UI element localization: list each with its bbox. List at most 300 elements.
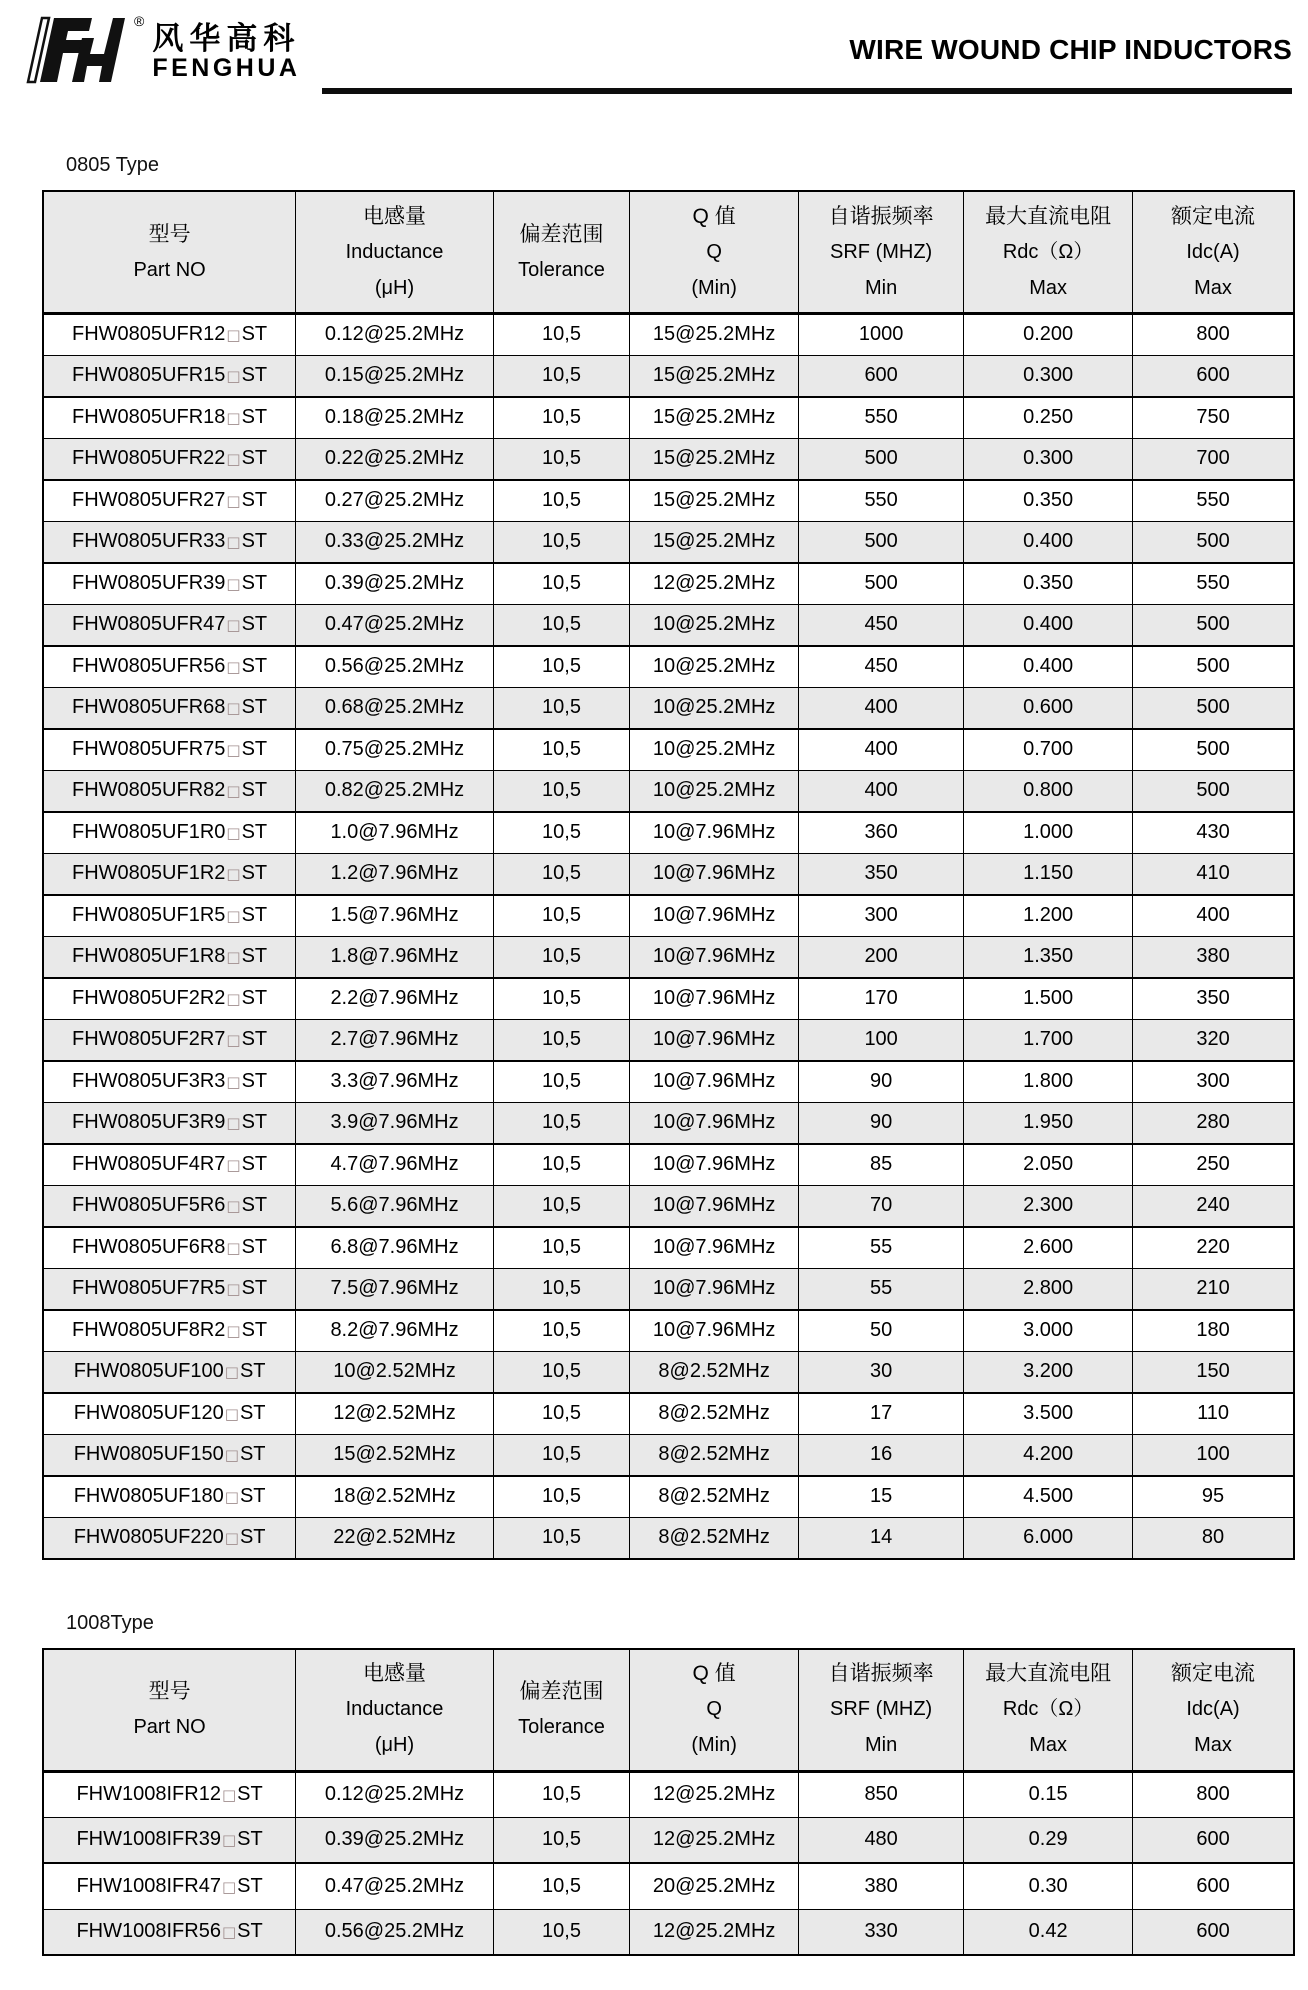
cell-q: 8@2.52MHz	[630, 1517, 799, 1559]
cell-q: 12@25.2MHz	[630, 1909, 799, 1955]
cell-inductance: 7.5@7.96MHz	[296, 1268, 494, 1310]
cell-part-no: FHW0805UF2R7□ST	[43, 1019, 296, 1061]
section-label: 0805 Type	[66, 154, 160, 176]
table-row	[43, 1517, 1294, 1559]
col-header-tolerance-zh: 偏差范围	[519, 222, 604, 246]
cell-rdc: 0.600	[964, 687, 1133, 729]
cell-rdc: 2.800	[964, 1268, 1133, 1310]
cell-idc: 250	[1133, 1144, 1294, 1186]
cell-inductance: 1.8@7.96MHz	[296, 936, 494, 978]
cell-tolerance: 10,5	[493, 936, 629, 978]
cell-inductance: 12@2.52MHz	[296, 1393, 494, 1435]
cell-srf: 400	[799, 770, 964, 812]
placeholder-square: □	[221, 1877, 237, 1896]
cell-srf: 550	[799, 397, 964, 439]
cell-tolerance: 10,5	[493, 1393, 629, 1435]
col-header-srf	[799, 191, 964, 314]
placeholder-square: □	[224, 1446, 239, 1464]
placeholder-square: □	[226, 782, 241, 800]
cell-inductance: 1.5@7.96MHz	[296, 895, 494, 937]
cell-part-no: FHW0805UF1R8□ST	[43, 936, 296, 978]
cell-part-no: FHW0805UFR18□ST	[43, 397, 296, 439]
col-header-idc-sub: Max	[1194, 276, 1232, 299]
table-row	[43, 1351, 1294, 1393]
cell-part-no: FHW0805UF1R0□ST	[43, 812, 296, 854]
cell-idc: 600	[1133, 355, 1294, 397]
cell-tolerance: 10,5	[493, 1517, 629, 1559]
cell-idc: 700	[1133, 438, 1294, 480]
cell-idc: 350	[1133, 978, 1294, 1020]
cell-tolerance: 10,5	[493, 1268, 629, 1310]
cell-rdc: 0.400	[964, 604, 1133, 646]
col-header-rdc-sub: Max	[1029, 276, 1068, 299]
cell-inductance: 0.47@25.2MHz	[296, 1863, 494, 1909]
type-section	[42, 1612, 1295, 1957]
cell-tolerance: 10,5	[493, 1227, 629, 1269]
cell-rdc: 4.200	[964, 1434, 1133, 1476]
cell-tolerance: 10,5	[493, 853, 629, 895]
cell-q: 10@7.96MHz	[630, 1019, 799, 1061]
cell-tolerance: 10,5	[493, 1061, 629, 1103]
cell-tolerance: 10,5	[493, 770, 629, 812]
cell-rdc: 0.30	[964, 1863, 1133, 1909]
placeholder-square: □	[226, 326, 241, 345]
table-row	[43, 355, 1294, 397]
cell-inductance: 8.2@7.96MHz	[296, 1310, 494, 1352]
cell-idc: 320	[1133, 1019, 1294, 1061]
cell-rdc: 1.800	[964, 1061, 1133, 1103]
col-header-inductance-zh: 电感量	[363, 204, 427, 228]
cell-idc: 500	[1133, 770, 1294, 812]
placeholder-square: □	[226, 450, 241, 468]
cell-inductance: 6.8@7.96MHz	[296, 1227, 494, 1269]
cell-inductance: 2.7@7.96MHz	[296, 1019, 494, 1061]
cell-q: 10@25.2MHz	[630, 729, 799, 771]
cell-q: 10@25.2MHz	[630, 646, 799, 688]
cell-rdc: 1.200	[964, 895, 1133, 937]
col-header-tolerance	[493, 1649, 629, 1772]
cell-tolerance: 10,5	[493, 397, 629, 439]
cell-q: 10@7.96MHz	[630, 1185, 799, 1227]
cell-inductance: 5.6@7.96MHz	[296, 1185, 494, 1227]
cell-idc: 410	[1133, 853, 1294, 895]
cell-tolerance: 10,5	[493, 1863, 629, 1909]
cell-idc: 430	[1133, 812, 1294, 854]
cell-srf: 400	[799, 687, 964, 729]
col-header-rdc-en: Rdc（Ω）	[1002, 1698, 1094, 1720]
cell-rdc: 0.400	[964, 521, 1133, 563]
cell-srf: 17	[799, 1393, 964, 1435]
fenghua-logo	[20, 12, 300, 86]
logo-english-name: FENGHUA	[152, 54, 301, 82]
logo-chinese-name: 风华高科	[152, 21, 301, 56]
cell-part-no: FHW0805UF1R5□ST	[43, 895, 296, 937]
cell-tolerance: 10,5	[493, 1185, 629, 1227]
cell-idc: 800	[1133, 1771, 1294, 1817]
cell-rdc: 0.300	[964, 355, 1133, 397]
placeholder-square: □	[226, 741, 241, 759]
cell-part-no: FHW0805UF1R2□ST	[43, 853, 296, 895]
cell-inductance: 0.68@25.2MHz	[296, 687, 494, 729]
cell-q: 15@25.2MHz	[630, 480, 799, 522]
table-row	[43, 729, 1294, 771]
cell-rdc: 0.700	[964, 729, 1133, 771]
cell-rdc: 0.400	[964, 646, 1133, 688]
cell-part-no: FHW0805UFR15□ST	[43, 355, 296, 397]
cell-idc: 80	[1133, 1517, 1294, 1559]
cell-rdc: 2.300	[964, 1185, 1133, 1227]
cell-tolerance: 10,5	[493, 1771, 629, 1817]
cell-rdc: 0.200	[964, 314, 1133, 356]
col-header-part-no-en: Part NO	[133, 1716, 206, 1738]
cell-idc: 500	[1133, 687, 1294, 729]
cell-part-no: FHW0805UFR22□ST	[43, 438, 296, 480]
col-header-rdc-en: Rdc（Ω）	[1002, 240, 1094, 263]
table-row	[43, 895, 1294, 937]
cell-srf: 70	[799, 1185, 964, 1227]
cell-srf: 500	[799, 521, 964, 563]
cell-q: 10@7.96MHz	[630, 1227, 799, 1269]
cell-tolerance: 10,5	[493, 646, 629, 688]
cell-part-no: FHW0805UFR12□ST	[43, 314, 296, 356]
cell-idc: 110	[1133, 1393, 1294, 1435]
cell-idc: 95	[1133, 1476, 1294, 1518]
cell-rdc: 4.500	[964, 1476, 1133, 1518]
cell-inductance: 0.22@25.2MHz	[296, 438, 494, 480]
placeholder-square: □	[226, 1197, 241, 1215]
header-rule	[322, 88, 1292, 94]
table-row	[43, 1771, 1294, 1817]
cell-rdc: 0.300	[964, 438, 1133, 480]
cell-idc: 500	[1133, 604, 1294, 646]
cell-srf: 90	[799, 1061, 964, 1103]
cell-srf: 90	[799, 1102, 964, 1144]
cell-q: 10@25.2MHz	[630, 687, 799, 729]
cell-q: 10@25.2MHz	[630, 770, 799, 812]
col-header-idc-en: Idc(A)	[1186, 1698, 1240, 1720]
fenghua-logo-icon	[20, 12, 132, 86]
cell-part-no: FHW0805UFR56□ST	[43, 646, 296, 688]
cell-q: 10@7.96MHz	[630, 1061, 799, 1103]
cell-srf: 600	[799, 355, 964, 397]
cell-q: 15@25.2MHz	[630, 438, 799, 480]
cell-idc: 500	[1133, 521, 1294, 563]
cell-srf: 16	[799, 1434, 964, 1476]
cell-rdc: 0.29	[964, 1817, 1133, 1863]
col-header-srf-sub: Min	[865, 1734, 898, 1756]
logo-text	[152, 12, 300, 82]
cell-srf: 450	[799, 646, 964, 688]
cell-idc: 500	[1133, 646, 1294, 688]
table-row	[43, 1817, 1294, 1863]
cell-inductance: 0.47@25.2MHz	[296, 604, 494, 646]
cell-part-no: FHW0805UF120□ST	[43, 1393, 296, 1435]
col-header-part-no-zh: 型号	[148, 1680, 191, 1703]
cell-rdc: 1.350	[964, 936, 1133, 978]
col-header-rdc-zh: 最大直流电阻	[985, 204, 1112, 228]
cell-rdc: 2.600	[964, 1227, 1133, 1269]
col-header-inductance-sub: (μH)	[374, 1734, 415, 1756]
cell-tolerance: 10,5	[493, 1144, 629, 1186]
table-row	[43, 1268, 1294, 1310]
table-row	[43, 646, 1294, 688]
cell-part-no: FHW1008IFR47□ST	[43, 1863, 296, 1909]
col-header-q-sub: (Min)	[691, 1734, 737, 1756]
registered-trademark-icon: ®	[134, 13, 145, 29]
col-header-q-en: Q	[706, 240, 722, 263]
cell-srf: 380	[799, 1863, 964, 1909]
table-row	[43, 1393, 1294, 1435]
cell-q: 10@7.96MHz	[630, 853, 799, 895]
cell-inductance: 0.12@25.2MHz	[296, 314, 494, 356]
col-header-q	[630, 1649, 799, 1772]
cell-part-no: FHW0805UF6R8□ST	[43, 1227, 296, 1269]
col-header-inductance	[296, 1649, 494, 1772]
cell-tolerance: 10,5	[493, 314, 629, 356]
cell-inductance: 0.75@25.2MHz	[296, 729, 494, 771]
table-row	[43, 1476, 1294, 1518]
cell-tolerance: 10,5	[493, 1817, 629, 1863]
cell-q: 10@7.96MHz	[630, 978, 799, 1020]
cell-q: 8@2.52MHz	[630, 1393, 799, 1435]
header-row	[43, 191, 1294, 314]
page-header	[0, 0, 1308, 102]
cell-q: 8@2.52MHz	[630, 1476, 799, 1518]
placeholder-square: □	[226, 367, 241, 385]
cell-q: 10@7.96MHz	[630, 1310, 799, 1352]
cell-tolerance: 10,5	[493, 1909, 629, 1955]
cell-tolerance: 10,5	[493, 1310, 629, 1352]
cell-part-no: FHW0805UF2R2□ST	[43, 978, 296, 1020]
cell-q: 8@2.52MHz	[630, 1434, 799, 1476]
cell-idc: 600	[1133, 1817, 1294, 1863]
cell-idc: 400	[1133, 895, 1294, 937]
cell-q: 10@7.96MHz	[630, 1144, 799, 1186]
cell-inductance: 1.2@7.96MHz	[296, 853, 494, 895]
cell-rdc: 0.350	[964, 563, 1133, 605]
col-header-idc	[1133, 1649, 1294, 1772]
cell-srf: 480	[799, 1817, 964, 1863]
cell-rdc: 1.000	[964, 812, 1133, 854]
col-header-idc-zh: 额定电流	[1171, 1662, 1256, 1685]
cell-q: 20@25.2MHz	[630, 1863, 799, 1909]
col-header-idc	[1133, 191, 1294, 314]
cell-srf: 55	[799, 1227, 964, 1269]
cell-tolerance: 10,5	[493, 895, 629, 937]
placeholder-square: □	[224, 1405, 239, 1423]
cell-rdc: 0.800	[964, 770, 1133, 812]
cell-q: 12@25.2MHz	[630, 1771, 799, 1817]
cell-srf: 14	[799, 1517, 964, 1559]
cell-tolerance: 10,5	[493, 521, 629, 563]
placeholder-square: □	[226, 616, 241, 634]
table-row	[43, 563, 1294, 605]
cell-tolerance: 10,5	[493, 480, 629, 522]
placeholder-square: □	[221, 1831, 237, 1850]
col-header-tolerance	[493, 191, 629, 314]
col-header-srf-zh: 自谐振频率	[828, 204, 934, 228]
cell-idc: 280	[1133, 1102, 1294, 1144]
placeholder-square: □	[226, 1280, 241, 1298]
col-header-q-en: Q	[706, 1698, 722, 1720]
page-title: WIRE WOUND CHIP INDUCTORS	[849, 34, 1292, 65]
cell-tolerance: 10,5	[493, 1019, 629, 1061]
cell-part-no: FHW0805UF8R2□ST	[43, 1310, 296, 1352]
cell-inductance: 0.82@25.2MHz	[296, 770, 494, 812]
col-header-q	[630, 191, 799, 314]
placeholder-square: □	[226, 575, 241, 593]
placeholder-square: □	[226, 865, 241, 883]
cell-q: 10@7.96MHz	[630, 1102, 799, 1144]
placeholder-square: □	[226, 1156, 241, 1174]
placeholder-square: □	[226, 533, 241, 551]
placeholder-square: □	[226, 409, 241, 427]
cell-inductance: 3.3@7.96MHz	[296, 1061, 494, 1103]
table-row	[43, 1061, 1294, 1103]
cell-srf: 50	[799, 1310, 964, 1352]
col-header-rdc-zh: 最大直流电阻	[985, 1662, 1112, 1685]
type-section	[42, 154, 1295, 1560]
cell-srf: 30	[799, 1351, 964, 1393]
cell-q: 10@7.96MHz	[630, 936, 799, 978]
table-row	[43, 480, 1294, 522]
placeholder-square: □	[226, 1073, 241, 1091]
cell-srf: 100	[799, 1019, 964, 1061]
cell-tolerance: 10,5	[493, 355, 629, 397]
cell-idc: 150	[1133, 1351, 1294, 1393]
cell-idc: 600	[1133, 1909, 1294, 1955]
cell-srf: 400	[799, 729, 964, 771]
cell-rdc: 1.150	[964, 853, 1133, 895]
cell-idc: 750	[1133, 397, 1294, 439]
col-header-srf-sub: Min	[865, 276, 898, 299]
cell-inductance: 0.15@25.2MHz	[296, 355, 494, 397]
cell-q: 10@7.96MHz	[630, 895, 799, 937]
cell-part-no: FHW0805UFR75□ST	[43, 729, 296, 771]
cell-q: 15@25.2MHz	[630, 397, 799, 439]
header-row	[43, 1649, 1294, 1772]
cell-rdc: 3.500	[964, 1393, 1133, 1435]
cell-idc: 300	[1133, 1061, 1294, 1103]
table-row	[43, 1909, 1294, 1955]
cell-part-no: FHW0805UF150□ST	[43, 1434, 296, 1476]
cell-q: 10@7.96MHz	[630, 812, 799, 854]
cell-part-no: FHW0805UF3R3□ST	[43, 1061, 296, 1103]
cell-inductance: 0.12@25.2MHz	[296, 1771, 494, 1817]
col-header-rdc-sub: Max	[1029, 1734, 1068, 1756]
table-row	[43, 853, 1294, 895]
col-header-inductance-en: Inductance	[345, 1698, 444, 1720]
cell-idc: 600	[1133, 1863, 1294, 1909]
cell-idc: 210	[1133, 1268, 1294, 1310]
cell-rdc: 0.350	[964, 480, 1133, 522]
cell-idc: 220	[1133, 1227, 1294, 1269]
cell-part-no: FHW0805UF220□ST	[43, 1517, 296, 1559]
cell-inductance: 10@2.52MHz	[296, 1351, 494, 1393]
col-header-srf-en: SRF (MHZ)	[830, 1698, 933, 1720]
cell-inductance: 0.39@25.2MHz	[296, 1817, 494, 1863]
placeholder-square: □	[221, 1786, 237, 1804]
cell-inductance: 22@2.52MHz	[296, 1517, 494, 1559]
col-header-idc-sub: Max	[1194, 1734, 1232, 1756]
spec-table	[42, 190, 1295, 1560]
table-row	[43, 978, 1294, 1020]
cell-part-no: FHW0805UFR82□ST	[43, 770, 296, 812]
cell-srf: 350	[799, 853, 964, 895]
cell-srf: 170	[799, 978, 964, 1020]
cell-srf: 360	[799, 812, 964, 854]
placeholder-square: □	[226, 1322, 241, 1340]
col-header-q-zh: Q 值	[692, 1662, 736, 1685]
cell-part-no: FHW0805UF100□ST	[43, 1351, 296, 1393]
section-label: 1008Type	[66, 1611, 154, 1634]
cell-srf: 1000	[799, 314, 964, 356]
placeholder-square: □	[226, 824, 241, 842]
cell-q: 10@7.96MHz	[630, 1268, 799, 1310]
placeholder-square: □	[224, 1488, 239, 1506]
table-row	[43, 1434, 1294, 1476]
placeholder-square: □	[226, 658, 241, 676]
cell-srf: 450	[799, 604, 964, 646]
cell-rdc: 3.000	[964, 1310, 1133, 1352]
placeholder-square: □	[224, 1363, 239, 1381]
cell-rdc: 0.42	[964, 1909, 1133, 1955]
cell-part-no: FHW0805UFR27□ST	[43, 480, 296, 522]
cell-inductance: 15@2.52MHz	[296, 1434, 494, 1476]
cell-inductance: 18@2.52MHz	[296, 1476, 494, 1518]
table-row	[43, 1102, 1294, 1144]
cell-part-no: FHW0805UFR39□ST	[43, 563, 296, 605]
table-row	[43, 604, 1294, 646]
col-header-inductance-en: Inductance	[345, 240, 444, 263]
cell-idc: 500	[1133, 729, 1294, 771]
cell-part-no: FHW0805UF5R6□ST	[43, 1185, 296, 1227]
table-row	[43, 1310, 1294, 1352]
col-header-tolerance-en: Tolerance	[518, 1716, 605, 1738]
cell-rdc: 0.15	[964, 1771, 1133, 1817]
table-row	[43, 1227, 1294, 1269]
col-header-q-zh: Q 值	[692, 204, 736, 228]
col-header-rdc	[964, 1649, 1133, 1772]
cell-part-no: FHW1008IFR56□ST	[43, 1909, 296, 1955]
col-header-idc-en: Idc(A)	[1186, 240, 1240, 263]
cell-srf: 330	[799, 1909, 964, 1955]
cell-idc: 380	[1133, 936, 1294, 978]
cell-srf: 500	[799, 438, 964, 480]
placeholder-square: □	[226, 948, 241, 966]
cell-q: 8@2.52MHz	[630, 1351, 799, 1393]
col-header-part-no-en: Part NO	[133, 258, 206, 281]
placeholder-square: □	[226, 1031, 241, 1049]
col-header-srf-zh: 自谐振频率	[828, 1662, 934, 1685]
cell-q: 12@25.2MHz	[630, 563, 799, 605]
cell-part-no: FHW0805UF180□ST	[43, 1476, 296, 1518]
cell-srf: 200	[799, 936, 964, 978]
cell-q: 15@25.2MHz	[630, 521, 799, 563]
placeholder-square: □	[226, 1239, 241, 1257]
cell-tolerance: 10,5	[493, 604, 629, 646]
table-row	[43, 1863, 1294, 1909]
cell-idc: 550	[1133, 480, 1294, 522]
table-row	[43, 397, 1294, 439]
table-row	[43, 314, 1294, 356]
cell-inductance: 2.2@7.96MHz	[296, 978, 494, 1020]
cell-inductance: 1.0@7.96MHz	[296, 812, 494, 854]
table-row	[43, 936, 1294, 978]
table-row	[43, 770, 1294, 812]
cell-rdc: 6.000	[964, 1517, 1133, 1559]
cell-inductance: 0.56@25.2MHz	[296, 1909, 494, 1955]
